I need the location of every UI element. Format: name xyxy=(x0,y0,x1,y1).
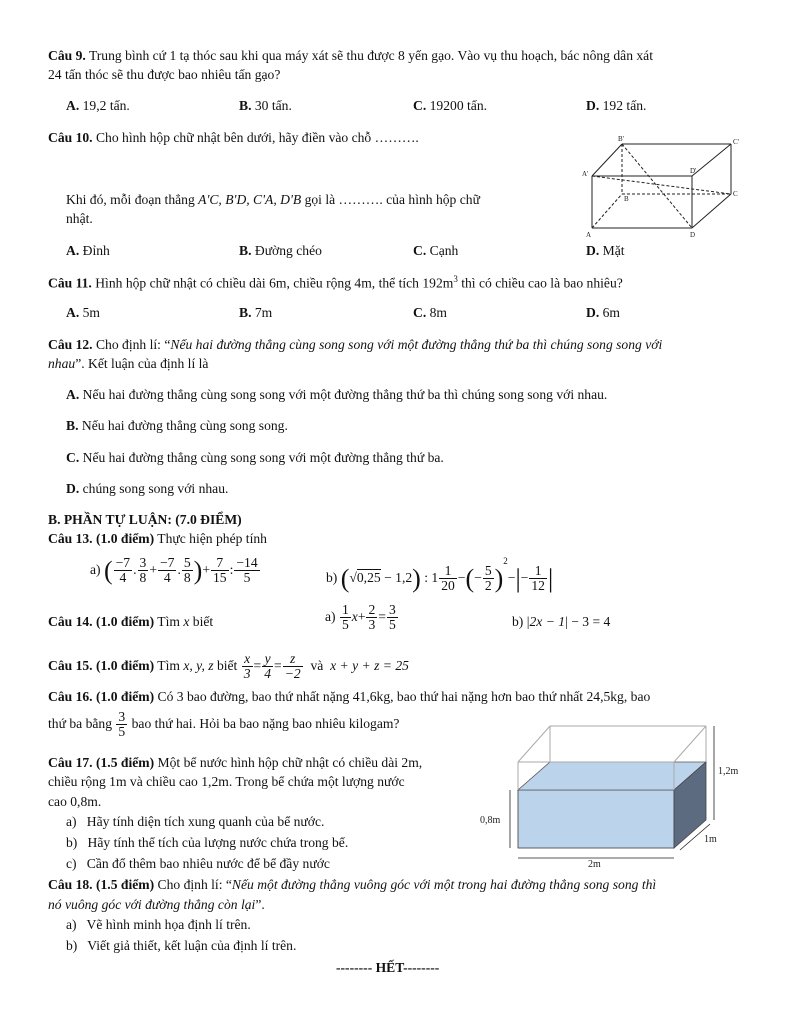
q11-option-d: D. 6m xyxy=(586,305,620,320)
width-label: 1m xyxy=(704,834,717,845)
q9-label: Câu 9. xyxy=(48,48,86,63)
length-label: 2m xyxy=(588,859,601,870)
q10-line xyxy=(48,130,419,146)
label-d-prime: D' xyxy=(690,167,697,175)
height-label: 1,2m xyxy=(718,766,739,777)
water-height-label: 0,8m xyxy=(480,815,501,826)
q10-body-line2: nhật. xyxy=(66,211,93,226)
water-top-face xyxy=(518,762,706,790)
q9-option-b: B. 30 tấn. xyxy=(239,98,292,113)
q9-text-line1: Trung bình cứ 1 tạ thóc sau khi qua máy xát sẽ thu được 8 yến gạo. Vào vụ thu hoạch, bác nông dân xát xyxy=(88,48,653,63)
q10-option-d: D. Mặt xyxy=(586,243,625,258)
q14-a-equation: a) $\frac{1}{5}$ x+ $\frac{2}{3}$ = $\frac{3}{5}$ xyxy=(325,602,396,633)
q16-line2: thứ ba bằng $\frac{3}{5}$ bao thứ hai. Hỏi ba bao nặng bao nhiêu kilogam? xyxy=(48,709,400,740)
q11-option-a: A. 5m xyxy=(66,305,100,320)
q11-option-b: B. 7m xyxy=(239,305,273,320)
water-front-face xyxy=(518,790,674,848)
q17-item-c: c) Cần đổ thêm bao nhiêu nước để bể đầy nước xyxy=(66,856,330,871)
q10-segments: A'C, B'D, C'A, D'B xyxy=(198,192,302,207)
label-c: C xyxy=(733,190,738,198)
label-c-prime: C' xyxy=(733,138,739,146)
q18-line1: Câu 18. (1.5 điểm) Cho định lí: “Nếu một đường thẳng vuông góc với một trong hai đường thẳng song song thì xyxy=(48,877,657,892)
q10-option-b: B. Đường chéo xyxy=(239,243,322,258)
q17-line1: Câu 17. (1.5 điểm) Một bể nước hình hộp chữ nhật có chiều dài 2m, xyxy=(48,755,423,770)
q17-line2: chiều rộng 1m và chiều cao 1,2m. Trong bể chứa một lượng nước xyxy=(48,774,405,789)
q9-option-c: C. 19200 tấn. xyxy=(413,98,488,113)
q13-b-expression: b) (√0,25 − 1,2) : 1 $\frac{1}{20}$ −(− $\frac{5}{2}$ )$^2$−|− $\frac{1}{12}$ | xyxy=(326,556,554,594)
label-d: D xyxy=(690,231,696,239)
q12-line2: nhau”. Kết luận của định lí là xyxy=(48,356,209,371)
label-a: A xyxy=(586,231,592,239)
label-a-prime: A' xyxy=(582,170,589,178)
q18-item-a: a) Vẽ hình minh họa định lí trên. xyxy=(66,917,251,932)
q10-label: Câu 10. xyxy=(48,130,93,145)
q10-text: Cho hình hộp chữ nhật bên dưới, hãy điền vào chỗ ………. xyxy=(95,130,419,145)
q11-option-c: C. 8m xyxy=(413,305,447,320)
q12-label: Câu 12. xyxy=(48,337,93,352)
q13-line: Câu 13. (1.0 điểm) Thực hiện phép tính xyxy=(48,531,267,546)
q18-item-b: b) Viết giả thiết, kết luận của định lí trên. xyxy=(66,938,297,953)
q12-option-d: D. chúng song song với nhau. xyxy=(66,481,229,496)
label-b-prime: B' xyxy=(618,135,624,143)
q15-line: Câu 15. (1.0 điểm) Tìm x, y, z biết $\frac{x}{3}$ = $\frac{y}{4}$ = $\frac{z}{-2}$ và x + y + z = 25 xyxy=(48,651,409,682)
q17-tank-figure xyxy=(476,722,746,870)
q14-line: Câu 14. (1.0 điểm) Tìm x biết xyxy=(48,614,214,629)
q12-option-c: C. Nếu hai đường thẳng cùng song song với một đường thẳng thứ ba. xyxy=(66,450,444,465)
q17-item-b: b) Hãy tính thể tích của lượng nước chứa trong bể. xyxy=(66,835,349,850)
q14-b-equation: b) |2x − 1| − 3 = 4 xyxy=(512,614,611,629)
q16-line1: Câu 16. (1.0 điểm) Có 3 bao đường, bao thứ nhất nặng 41,6kg, bao thứ hai nặng hơn bao thứ nhất 24,5kg, bao xyxy=(48,689,651,704)
q11-label: Câu 11. xyxy=(48,275,92,291)
q13-a-expression: a) ( $\frac{-7}{4}$ . $\frac{3}{8}$ + $\frac{-7}{4}$ . $\frac{5}{8}$ )+ $\frac{7}{15}$ : $\frac{-14}{5}$ xyxy=(90,555,258,586)
q11-line: Câu 11. Hình hộp chữ nhật có chiều dài 6m, chiều rộng 4m, thể tích $192m^3$ thì có chiều cao là bao nhiêu? xyxy=(48,274,623,291)
end-marker: -------- HẾT-------- xyxy=(336,960,440,975)
q10-body: Khi đó, mỗi đoạn thẳng A'C, B'D, C'A, D'B gọi là ………. của hình hộp chữ xyxy=(66,192,480,207)
q10-box-figure xyxy=(580,134,750,242)
q9-text-line2: 24 tấn thóc sẽ thu được bao nhiêu tấn gạo? xyxy=(48,67,281,82)
q12-option-a: A. Nếu hai đường thẳng cùng song song với một đường thẳng thứ ba thì chúng song song với nhau. xyxy=(66,387,608,402)
q9-option-d: D. 192 tấn. xyxy=(586,98,647,113)
q10-option-c: C. Cạnh xyxy=(413,243,459,258)
q9-line1 xyxy=(48,48,653,64)
q12-option-b: B. Nếu hai đường thẳng cùng song song. xyxy=(66,418,288,433)
q9-option-a: A. 19,2 tấn. xyxy=(66,98,130,113)
q10-option-a: A. Đỉnh xyxy=(66,243,110,258)
q17-item-a: a) Hãy tính diện tích xung quanh của bể nước. xyxy=(66,814,325,829)
part-b-title: B. PHẦN TỰ LUẬN: (7.0 ĐIỂM) xyxy=(48,512,242,527)
label-b: B xyxy=(624,195,629,203)
q18-line2: nó vuông góc với đường thẳng còn lại”. xyxy=(48,897,265,912)
q17-line3: cao 0,8m. xyxy=(48,794,102,809)
q12-line1: Câu 12. Cho định lí: “Nếu hai đường thẳng cùng song song với một đường thẳng thứ ba thì chúng song song với xyxy=(48,337,663,352)
